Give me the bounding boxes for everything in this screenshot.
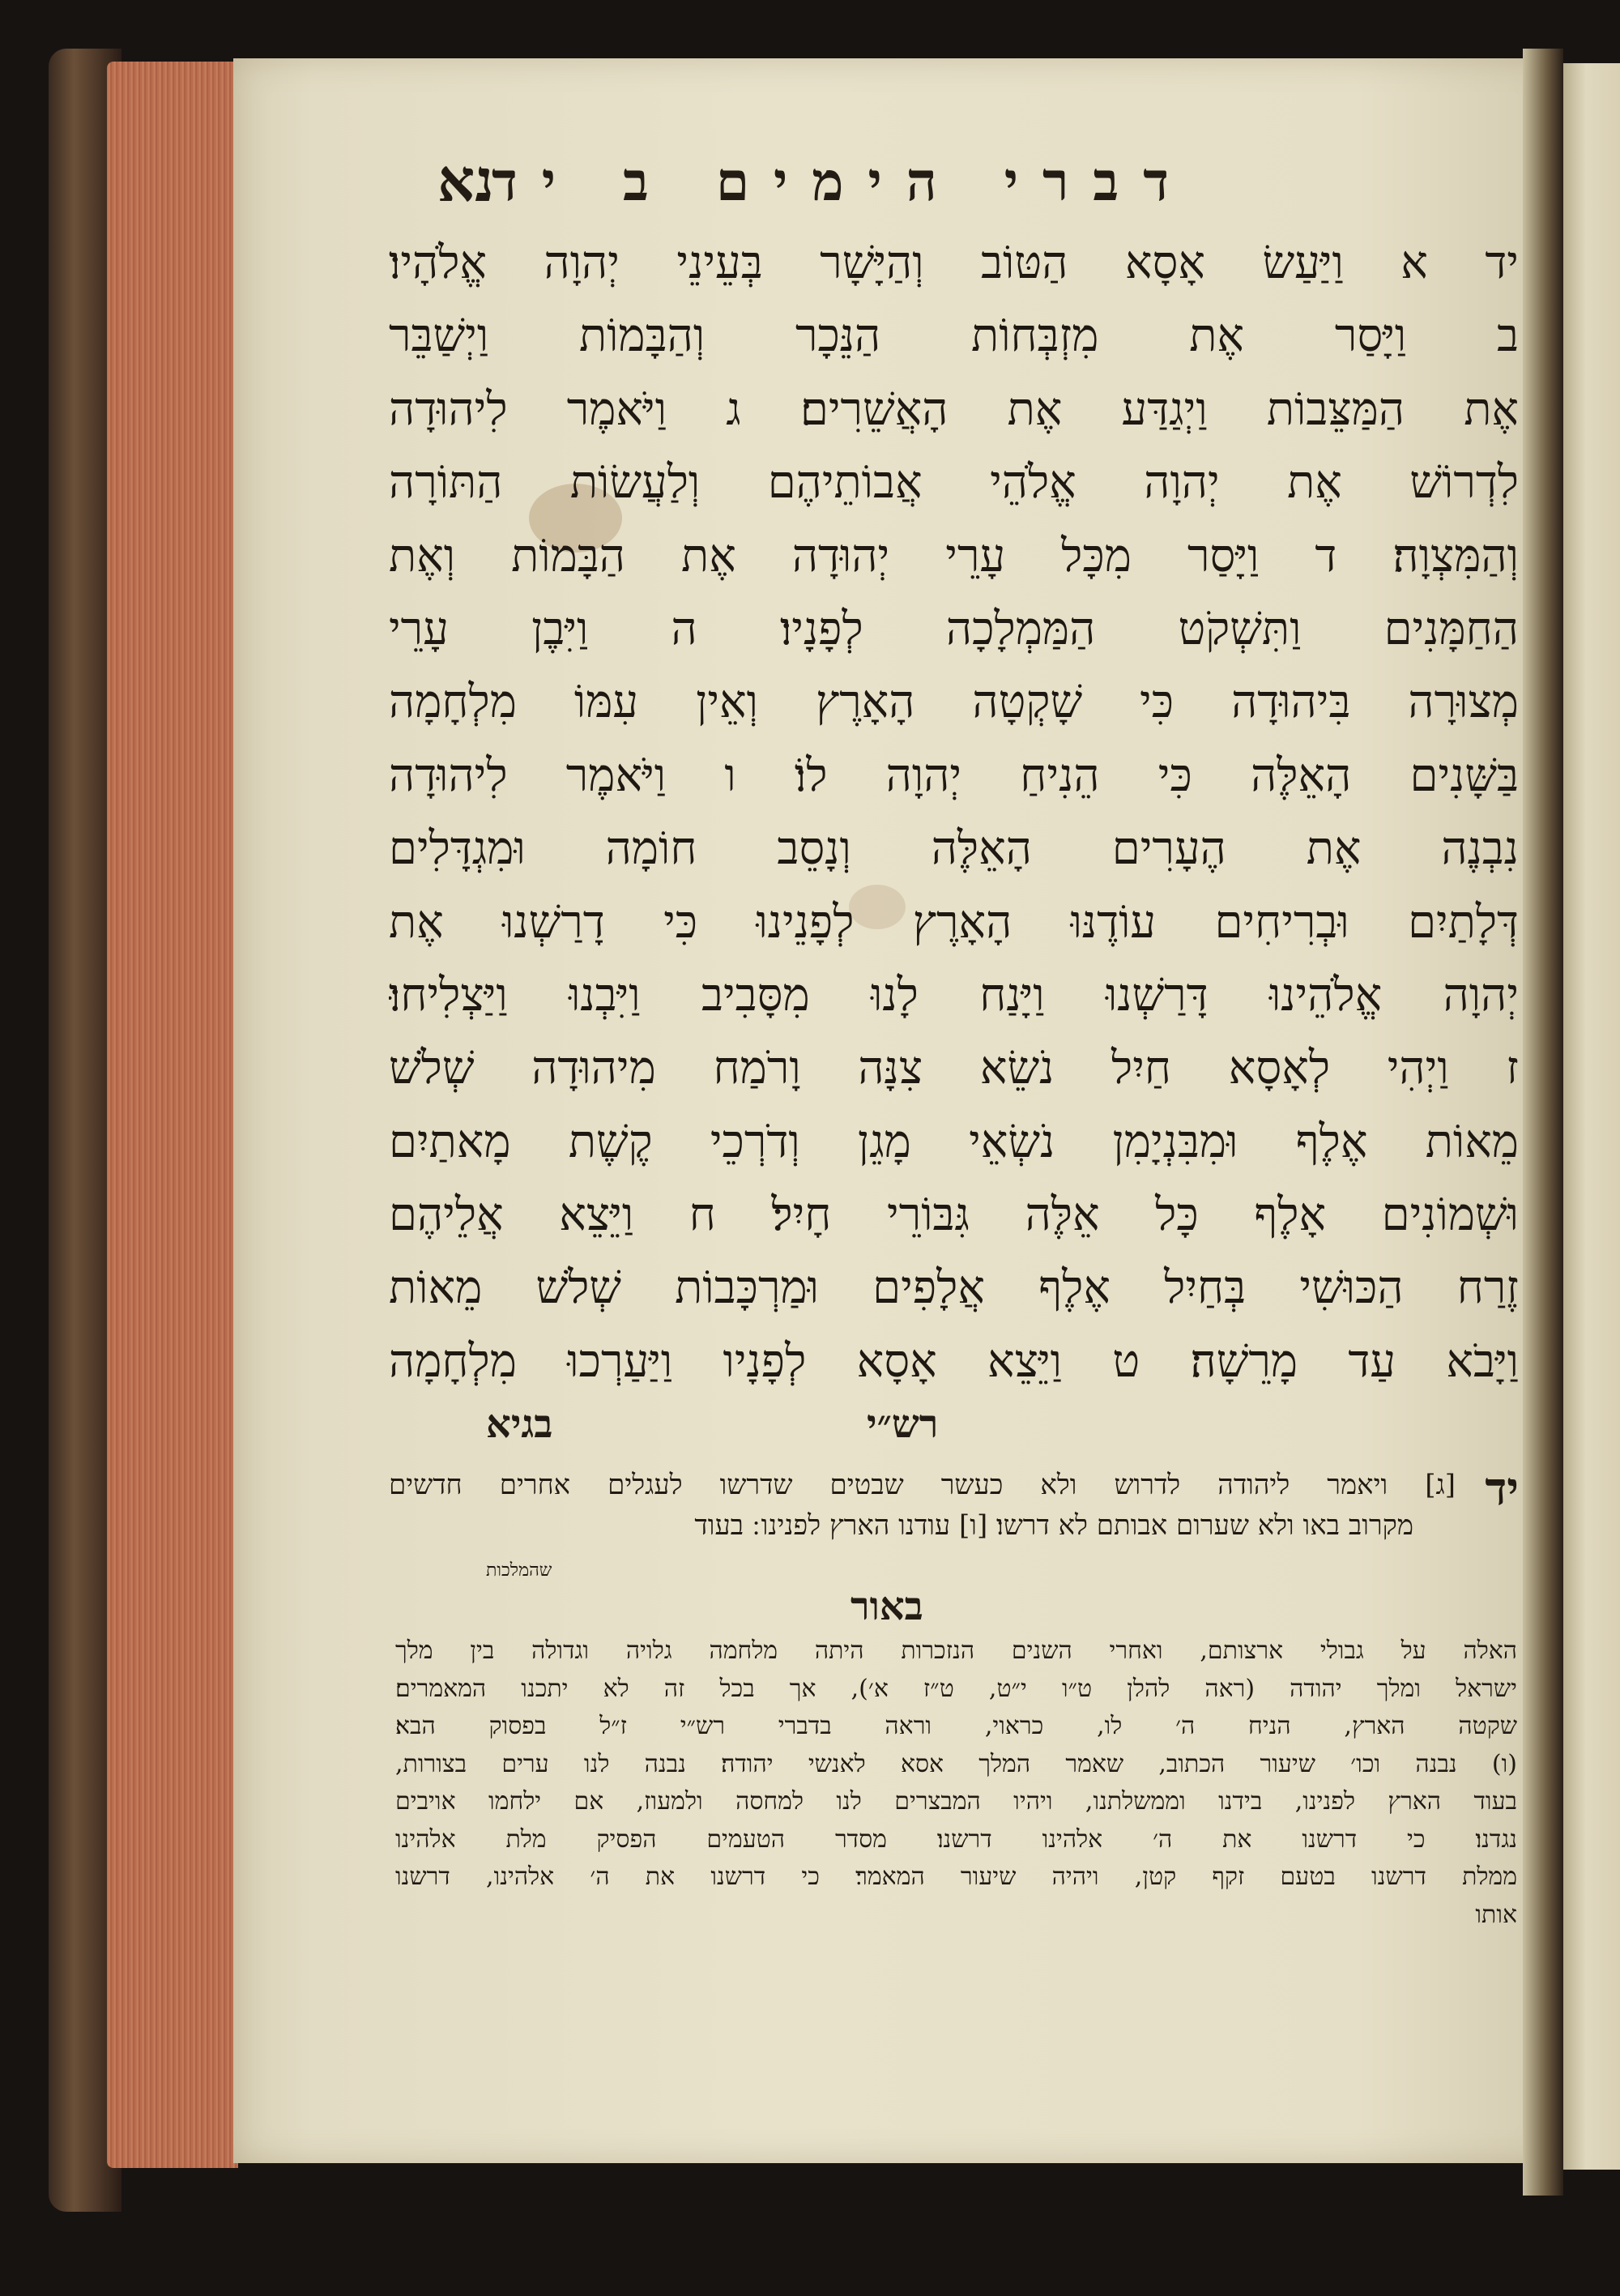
commentary-labels (486, 1402, 1458, 1450)
text-line: הַחַמָּנִים וַתִּשְׁקֹט הַמַּמְלָכָה לְפָנָיו׃ ה וַיִּבֶן עָרֵי (389, 602, 1519, 655)
running-heading: דברי הימים ב יד (492, 150, 1193, 213)
text-line: ב וַיָּסַר אֶת מִזְבְּחוֹת הַנֵּכָר וְהַבָּמוֹת וַיְשַׁבֵּר (389, 309, 1519, 363)
text-line: וַיָּבֹא עַד מָרֵשָׁה׃ ט וַיֵּצֵא אָסָא לְפָנָיו וַיַּעַרְכוּ מִלְחָמָה (389, 1334, 1519, 1388)
text-line: דְּלָתַיִם וּבְרִיחִים עוֹדֶנּוּ הָאָרֶץ לְפָנֵינוּ כִּי דָרַשְׁנוּ אֶת (389, 895, 1519, 949)
text-line: נִבְנֶה אֶת הֶעָרִים הָאֵלֶּה וְנָסֵב חוֹמָה וּמִגְדָּלִים (389, 822, 1519, 876)
text-line: וְהַמִּצְוָה׃ ד וַיָּסַר מִכָּל עָרֵי יְהוּדָה אֶת הַבָּמוֹת וְאֶת (389, 529, 1519, 583)
label-rashi: רש״י (867, 1402, 939, 1447)
rashi-line: מקרוב באו ולא שערום אבותם לא דרשו׃ [ו] עודנו הארץ לפנינו ׃ בעוד (694, 1509, 1413, 1542)
biur-line: ממלת דרשנו בטעם זקף קטן, ויהיה שיעור המאמר׃ כי דרשנו את ה׳ אלהינו, דרשנו (395, 1863, 1517, 1891)
catchword: שהמלכות (486, 1560, 552, 1581)
text-line: יד א וַיַּעַשׂ אָסָא הַטּוֹב וְהַיָּשָׁר בְּעֵינֵי יְהוָה אֱלֹהָיו׃ (389, 237, 1519, 289)
chapter-mark: יד (1485, 1462, 1519, 1516)
text-line: מְצוּרָה בִּיהוּדָה כִּי שָׁקְטָה הָאָרֶץ וְאֵין עִמּוֹ מִלְחָמָה (389, 676, 1519, 729)
text-line: בַּשָּׁנִים הָאֵלֶּה כִּי הֵנִיחַ יְהוָה לוֹ׃ ו וַיֹּאמֶר לִיהוּדָה (389, 749, 1519, 802)
rashi-line: [ג] ויאמר ליהודה לדרוש ולא כעשר שבטים שדרשו לעגלים אחרים חדשים (389, 1469, 1456, 1501)
folio-number: נא (437, 146, 494, 215)
text-line: וּשְׁמוֹנִים אָלֶף כָּל אֵלֶּה גִּבּוֹרֵי חָיִל׃ ח וַיֵּצֵא אֲלֵיהֶם (389, 1189, 1519, 1242)
text-line: מֵאוֹת אֶלֶף וּמִבִּנְיָמִן נֹשְׂאֵי מָגֵן וְדֹרְכֵי קֶשֶׁת מָאתַיִם (389, 1115, 1519, 1168)
label-bagia: בגיא (486, 1402, 553, 1447)
biur-line: האלה על גבולי ארצותם, ואחרי השנים הנזכרות היתה מלחמה גלויה וגדולה בין מלך (395, 1637, 1517, 1665)
text-line: זֶרַח הַכּוּשִׁי בְּחַיִל אֶלֶף אֲלָפִים וּמַרְכָּבוֹת שְׁלֹשׁ מֵאוֹת (389, 1261, 1519, 1315)
biur-line: בעוד הארץ לפנינו, בידנו וממשלתנו, ויהיו המבצרים לנו למחסה ולמעוז, אם ילחמו אויבים (395, 1787, 1517, 1816)
text-line: לִדְרוֹשׁ אֶת יְהוָה אֱלֹהֵי אֲבוֹתֵיהֶם וְלַעֲשׂוֹת הַתּוֹרָה (389, 456, 1519, 510)
text-line: יְהוָה אֱלֹהֵינוּ דָּרַשְׁנוּ וַיָּנַח לָנוּ מִסָּבִיב וַיִּבְנוּ וַיַּצְלִיחוּ׃ (389, 968, 1519, 1022)
biur-title: באור (850, 1584, 923, 1629)
book-gutter (1523, 49, 1563, 2196)
text-line: אֶת הַמַּצֵּבוֹת וַיְגַדַּע אֶת הָאֲשֵׁרִים׃ ג וַיֹּאמֶר לִיהוּדָה (389, 382, 1519, 436)
text-line: ז וַיְהִי לְאָסָא חַיִל נֹשֵׂא צִנָּה וָרֹמַח מִיהוּדָה שְׁלֹשׁ (389, 1042, 1519, 1095)
biur-line: (ו) נבנה וכו׳ שיעור הכתוב, שאמר המלך אסא לאנשי יהודה׃ נבנה לנו ערים בצורות, (395, 1749, 1517, 1778)
biur-line: נגדנו׃ כי דרשנו את ה׳ אלהינו דרשנו׃ מסדר הטעמים הפסיק מלת אלהינו (395, 1824, 1517, 1854)
biur-line: אותו (1475, 1900, 1517, 1929)
biur-line: ישראל ומלך יהודה (ראה להלן ט״ו י״ט, ט״ז א׳), אך בכל זה לא יתכנו המאמרים׃ (395, 1674, 1517, 1703)
page-edges (107, 62, 238, 2168)
main-text-block (389, 227, 1519, 1398)
right-page-edge (1563, 63, 1620, 2170)
biur-line: שקטה הארץ, הניח ה׳ לו, כראוי, וראה בדברי רש״י ז״ל בפסוק הבא׃ (395, 1712, 1517, 1740)
biur-commentary (395, 1632, 1517, 1934)
